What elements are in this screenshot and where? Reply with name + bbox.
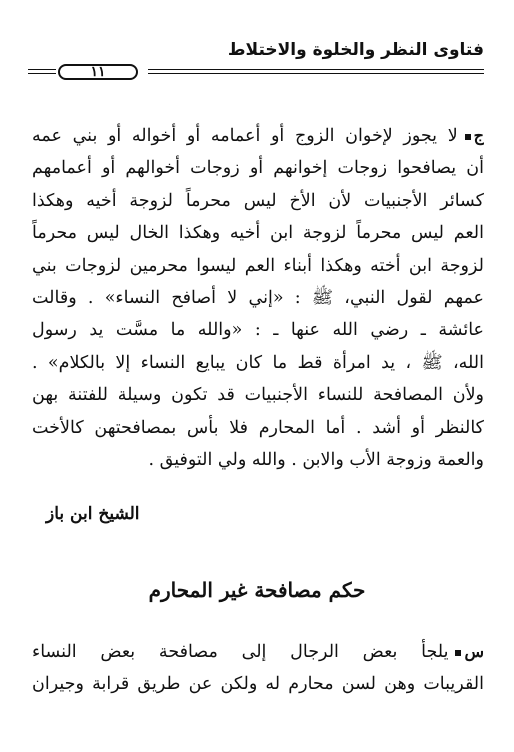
text-line: العم ليس محرماً لزوجة ابن أخيه وهكذا الخال ليس محرماً — [32, 223, 484, 244]
header-rule — [28, 64, 484, 80]
page-header — [28, 40, 484, 80]
text-line: ولأن المصافحة للنساء الأجنبيات قد تكون وسيلة للفتنة بهن — [32, 385, 484, 406]
header-rule-line — [148, 73, 484, 74]
text-line: الله، ﷺ ، يد امرأة قط ما كان يبايع النساء إلا بالكلام» . — [32, 352, 484, 373]
text-line: عمهم لقول النبي، ﷺ : «إني لا أصافح النساء» . وقالت — [32, 287, 484, 308]
header-rule-line — [28, 69, 56, 70]
question-marker: س — [452, 636, 484, 668]
page-number: ١١ — [58, 64, 138, 80]
answer-marker: ج — [462, 120, 484, 152]
text-line: سيلجأ بعض الرجال إلى مصافحة بعض النساء — [32, 636, 484, 668]
square-bullet-icon — [465, 134, 471, 140]
text-line: عائشة ـ رضي الله عنها ـ : «والله ما مسَّت يد رسول — [32, 320, 484, 341]
answer-text — [32, 120, 484, 476]
square-bullet-icon — [455, 650, 461, 656]
running-title: فتاوى النظر والخلوة والاختلاط — [227, 40, 484, 60]
header-rule-line — [28, 73, 56, 74]
text-line: كسائر الأجنبيات لأن الأخ ليس محرماً لزوجة أخيه وهكذا — [32, 190, 484, 211]
text-line: القريبات وهن لسن محارم له ولكن عن طريق قرابة وجيران — [32, 674, 484, 695]
question-text — [32, 636, 484, 701]
text-line: جلا يجوز لإخوان الزوج أو أعمامه أو أخواله أو بني عمه — [32, 120, 484, 152]
header-rule-line — [148, 69, 484, 70]
text-line: لزوجة ابن أخته وهكذا أبناء العم ليسوا محرمين لزوجات بني — [32, 255, 484, 276]
text-line: والعمة وزوجة الأب والابن . والله ولي التوفيق . — [148, 449, 484, 470]
section-title: حكم مصافحة غير المحارم — [148, 578, 366, 602]
text-line: أن يصافحوا زوجات إخوانهم أو زوجات أخوالهم أو أعمامهم — [32, 158, 484, 179]
signature: الشيخ ابن باز — [46, 504, 140, 524]
text-line: كالنظر أو أشد . أما المحارم فلا بأس بمصافحتهن كالأخت — [32, 417, 484, 438]
